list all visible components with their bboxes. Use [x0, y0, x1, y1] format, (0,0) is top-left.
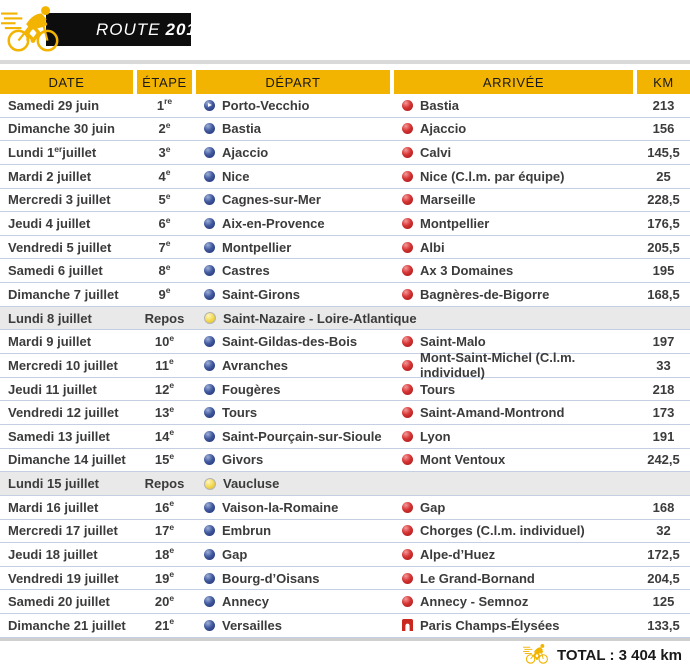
stage-date: Mercredi 10 juillet — [8, 357, 118, 373]
depart-cell — [196, 259, 390, 282]
header-depart: DÉPART — [196, 70, 390, 94]
depart-cell — [196, 354, 390, 377]
stage-row — [0, 496, 690, 520]
logo-banner — [46, 13, 208, 46]
arrivee-label: Alpe-d’Huez — [420, 546, 496, 562]
depart-city-icon — [204, 265, 215, 276]
depart-cell — [196, 590, 390, 613]
stage-date: Vendredi 19 juillet — [8, 570, 119, 586]
route-table-body — [0, 94, 690, 638]
arrivee-city-icon — [402, 147, 413, 158]
arrivee-cell — [394, 212, 633, 235]
stage-number: 16 $^e$ — [154, 498, 175, 515]
stage-km: 133,5 — [647, 617, 680, 633]
arrivee-city-icon — [402, 265, 413, 276]
stage-km: 33 — [656, 357, 671, 373]
stage-date: Jeudi 4 juillet — [8, 216, 91, 232]
stage-number: 15 $^e$ — [154, 450, 175, 468]
depart-cell — [196, 614, 390, 637]
stage-row — [0, 378, 690, 402]
stage-km: 145,5 — [647, 145, 680, 161]
depart-cell — [196, 189, 390, 212]
header-date: DATE — [0, 70, 133, 94]
stage-km: 228,5 — [647, 192, 680, 208]
arrivee-label: Albi — [420, 239, 445, 255]
arrivee-label: Montpellier — [420, 216, 490, 232]
depart-label: Montpellier — [222, 239, 292, 255]
arrivee-cell — [394, 567, 633, 590]
arrivee-label: Marseille — [420, 192, 476, 208]
depart-label: Fougères — [222, 381, 281, 397]
arrivee-label: Bagnères-de-Bigorre — [420, 286, 550, 302]
depart-city-icon — [204, 525, 215, 536]
arrivee-label: Calvi — [420, 145, 452, 161]
stage-km: 32 — [656, 523, 671, 539]
rest-day-row — [0, 307, 690, 331]
arrivee-label: Mont-Saint-Michel (C.l.m. individuel) — [420, 350, 576, 381]
depart-label: Saint-Gildas-des-Bois — [222, 334, 358, 350]
rest-location-icon — [204, 478, 216, 490]
arrivee-city-icon — [402, 360, 413, 371]
stage-date: Jeudi 18 juillet — [8, 546, 98, 562]
stage-number: 8 $^e$ — [158, 261, 171, 279]
depart-label: Bastia — [222, 121, 262, 137]
stage-km: 205,5 — [647, 239, 680, 255]
depart-label: Vaison-la-Romaine — [222, 499, 339, 515]
stage-date: Samedi 29 juin — [8, 97, 100, 113]
arrivee-label: Le Grand-Bornand — [420, 570, 535, 586]
arrivee-label: Bastia — [420, 97, 460, 113]
stage-date: Mardi 9 juillet — [8, 334, 92, 350]
depart-city-icon — [204, 384, 215, 395]
arrivee-label: Ajaccio — [420, 121, 467, 137]
depart-cell — [196, 283, 390, 306]
stage-row — [0, 165, 690, 189]
depart-label: Givors — [222, 452, 264, 468]
depart-cell — [196, 378, 390, 401]
arrivee-city-icon — [402, 431, 413, 442]
stage-date: Lundi 15 juillet — [8, 476, 100, 492]
arrivee-city-icon — [402, 454, 413, 465]
depart-city-icon — [204, 147, 215, 158]
depart-city-icon — [204, 549, 215, 560]
stage-date: Lundi 8 juillet — [8, 310, 92, 326]
stage-date: Vendredi 12 juillet — [8, 405, 119, 421]
logo-year: 2013 — [165, 19, 208, 39]
depart-label: Aix-en-Provence — [222, 216, 325, 232]
stage-km: 173 — [652, 405, 675, 421]
depart-cell — [196, 472, 690, 495]
total-line — [0, 641, 690, 671]
play-glyph — [208, 103, 212, 107]
depart-cell — [196, 401, 390, 424]
depart-cell — [196, 165, 390, 188]
arrivee-city-icon — [402, 218, 413, 229]
depart-label: Nice — [222, 168, 250, 184]
grand-depart-icon — [204, 100, 215, 111]
stage-number: Repos — [144, 476, 185, 492]
arrivee-cell — [394, 425, 633, 448]
arrivee-cell — [394, 141, 633, 164]
logo-title — [96, 20, 207, 40]
arrivee-city-icon — [402, 289, 413, 300]
depart-city-icon — [204, 194, 215, 205]
stage-date: Dimanche 7 juillet — [8, 286, 119, 302]
stage-row — [0, 212, 690, 236]
stage-date: Dimanche 14 juillet — [8, 452, 126, 468]
depart-label: Gap — [222, 546, 248, 562]
arrivee-city-icon — [402, 525, 413, 536]
depart-city-icon — [204, 123, 215, 134]
stage-row — [0, 401, 690, 425]
stage-number: 9 $^e$ — [158, 285, 171, 302]
total-label: TOTAL : 3 404 km — [556, 647, 682, 665]
stage-number: 19 $^e$ — [154, 569, 175, 586]
stage-date: Lundi 1 $^{er}$ juillet — [8, 143, 97, 161]
depart-city-icon — [204, 289, 215, 300]
stage-km: 168,5 — [647, 286, 680, 302]
stage-km: 168 — [652, 499, 675, 515]
arrivee-city-icon — [402, 242, 413, 253]
arrivee-label: Ax 3 Domaines — [420, 263, 514, 279]
stage-date: Vendredi 5 juillet — [8, 239, 112, 255]
arrivee-label: Saint-Amand-Montrond — [420, 405, 565, 421]
depart-label: Saint-Girons — [222, 286, 301, 302]
depart-label: Saint-Nazaire - Loire-Atlantique — [223, 310, 417, 326]
stage-km: 204,5 — [647, 570, 680, 586]
depart-city-icon — [204, 620, 215, 631]
arrivee-label: Lyon — [420, 428, 451, 444]
depart-label: Avranches — [222, 357, 288, 373]
arrivee-cell — [394, 350, 633, 381]
stage-date: Jeudi 11 juillet — [8, 381, 97, 397]
stage-km: 218 — [652, 381, 675, 397]
depart-city-icon — [204, 454, 215, 465]
depart-city-icon — [204, 407, 215, 418]
stage-km: 242,5 — [647, 452, 680, 468]
arrivee-city-icon — [402, 407, 413, 418]
arrivee-cell — [394, 378, 633, 401]
stage-number: 2 $^e$ — [158, 119, 171, 137]
stage-row — [0, 543, 690, 567]
stage-number: 14 $^e$ — [154, 427, 175, 444]
depart-city-icon — [204, 171, 215, 182]
stage-number: 12 $^e$ — [154, 380, 175, 397]
stage-row — [0, 449, 690, 473]
depart-cell — [196, 330, 390, 353]
depart-label: Vaucluse — [223, 476, 280, 492]
stage-row — [0, 236, 690, 260]
depart-cell — [196, 307, 690, 330]
depart-cell — [196, 543, 390, 566]
arrivee-label: Nice (C.l.m. par équipe) — [420, 168, 565, 184]
arrivee-cell — [394, 590, 633, 613]
depart-label: Cagnes-sur-Mer — [222, 192, 321, 208]
depart-cell — [196, 141, 390, 164]
stage-date: Mercredi 3 juillet — [8, 192, 111, 208]
arrivee-city-icon — [402, 549, 413, 560]
finish-arch-icon — [402, 619, 413, 631]
arrivee-cell — [394, 236, 633, 259]
arrivee-cell — [394, 94, 633, 117]
stage-row — [0, 567, 690, 591]
depart-label: Embrun — [222, 523, 272, 539]
arrivee-cell — [394, 520, 633, 543]
stage-number: 3 $^e$ — [158, 143, 171, 161]
stage-km: 125 — [652, 594, 675, 610]
stage-number: 7 $^e$ — [158, 238, 171, 255]
arrivee-cell — [394, 401, 633, 424]
stage-number: 6 $^e$ — [158, 214, 171, 232]
depart-label: Saint-Pourçain-sur-Sioule — [222, 428, 382, 444]
arrivee-cell — [394, 189, 633, 212]
arrivee-label: Paris Champs-Élysées — [420, 617, 560, 633]
depart-city-icon — [204, 218, 215, 229]
depart-city-icon — [204, 360, 215, 371]
stage-row — [0, 520, 690, 544]
depart-label: Ajaccio — [222, 145, 269, 161]
stage-date: Mardi 16 juillet — [8, 499, 99, 515]
arrivee-label: Chorges (C.l.m. individuel) — [420, 523, 585, 539]
depart-city-icon — [204, 431, 215, 442]
depart-cell — [196, 94, 390, 117]
stage-number: 17 $^e$ — [154, 521, 175, 539]
stage-number: 18 $^e$ — [154, 545, 175, 562]
depart-label: Versailles — [222, 617, 282, 633]
stage-number: 4 $^e$ — [158, 167, 171, 184]
depart-city-icon — [204, 502, 215, 513]
depart-label: Annecy — [222, 594, 269, 610]
arrivee-city-icon — [402, 502, 413, 513]
stage-row — [0, 141, 690, 165]
stage-km: 213 — [652, 97, 675, 113]
stage-number: 20 $^e$ — [154, 592, 175, 610]
depart-label: Porto-Vecchio — [222, 97, 310, 113]
header-etape: ÉTAPE — [137, 70, 192, 94]
depart-city-icon — [204, 596, 215, 607]
depart-cell — [196, 520, 390, 543]
depart-label: Tours — [222, 405, 258, 421]
arrivee-city-icon — [402, 336, 413, 347]
logo-route-label: ROUTE — [96, 19, 161, 39]
rest-location-icon — [204, 312, 216, 324]
arrivee-cell — [394, 165, 633, 188]
stage-row — [0, 283, 690, 307]
depart-cell — [196, 449, 390, 472]
depart-cell — [196, 212, 390, 235]
arrivee-city-icon — [402, 596, 413, 607]
depart-city-icon — [204, 336, 215, 347]
header-arrivee: ARRIVÉE — [394, 70, 633, 94]
arrivee-city-icon — [402, 384, 413, 395]
stage-date: Samedi 13 juillet — [8, 428, 110, 444]
stage-date: Dimanche 30 juin — [8, 121, 115, 137]
stage-number: 11 $^e$ — [155, 356, 174, 373]
stage-date: Mercredi 17 juillet — [8, 523, 118, 539]
arrivee-label: Saint-Malo — [420, 334, 486, 350]
arrivee-cell — [394, 614, 633, 637]
depart-cell — [196, 425, 390, 448]
stage-row — [0, 425, 690, 449]
arrivee-cell — [394, 449, 633, 472]
arrivee-cell — [394, 118, 633, 141]
top-divider — [0, 60, 690, 64]
stage-row — [0, 118, 690, 142]
stage-date: Mardi 2 juillet — [8, 168, 92, 184]
stage-number: 13 $^e$ — [154, 403, 175, 421]
arrivee-label: Tours — [420, 381, 456, 397]
arrivee-city-icon — [402, 123, 413, 134]
stage-row — [0, 259, 690, 283]
stage-number: 5 $^e$ — [158, 190, 171, 208]
arrivee-city-icon — [402, 194, 413, 205]
stage-km: 197 — [652, 334, 675, 350]
arrivee-label: Mont Ventoux — [420, 452, 506, 468]
stage-km: 195 — [652, 263, 675, 279]
arrivee-cell — [394, 496, 633, 519]
stage-number: Repos — [144, 310, 185, 326]
stage-row — [0, 614, 690, 638]
arrivee-city-icon — [402, 100, 413, 111]
stage-number: 1 $^{re}$ — [156, 96, 173, 113]
arrivee-cell — [394, 259, 633, 282]
arrivee-cell — [394, 283, 633, 306]
stage-date: Samedi 6 juillet — [8, 263, 103, 279]
arrivee-label: Annecy - Semnoz — [420, 594, 529, 610]
stage-number: 10 $^e$ — [154, 332, 175, 350]
arrivee-label: Gap — [420, 499, 446, 515]
stage-km: 172,5 — [647, 546, 680, 562]
stage-date: Dimanche 21 juillet — [8, 617, 126, 633]
cyclist-icon — [1, 2, 63, 59]
stage-number: 21 $^e$ — [154, 616, 175, 633]
stage-row — [0, 350, 690, 381]
stage-km: 25 — [656, 168, 671, 184]
stage-date: Samedi 20 juillet — [8, 594, 110, 610]
arrivee-city-icon — [402, 573, 413, 584]
stage-row — [0, 189, 690, 213]
depart-label: Castres — [222, 263, 270, 279]
stage-row — [0, 590, 690, 614]
table-header-row — [0, 70, 690, 94]
arrivee-cell — [394, 543, 633, 566]
depart-city-icon — [204, 573, 215, 584]
depart-cell — [196, 236, 390, 259]
arrivee-city-icon — [402, 171, 413, 182]
depart-cell — [196, 118, 390, 141]
logo-area — [0, 0, 690, 60]
stage-km: 156 — [652, 121, 675, 137]
depart-cell — [196, 567, 390, 590]
depart-label: Bourg-d’Oisans — [222, 570, 320, 586]
rest-day-row — [0, 472, 690, 496]
stage-row — [0, 94, 690, 118]
depart-city-icon — [204, 242, 215, 253]
total-cyclist-icon — [523, 643, 550, 669]
depart-cell — [196, 496, 390, 519]
stage-km: 176,5 — [647, 216, 680, 232]
header-km: KM — [637, 70, 690, 94]
stage-km: 191 — [652, 428, 675, 444]
